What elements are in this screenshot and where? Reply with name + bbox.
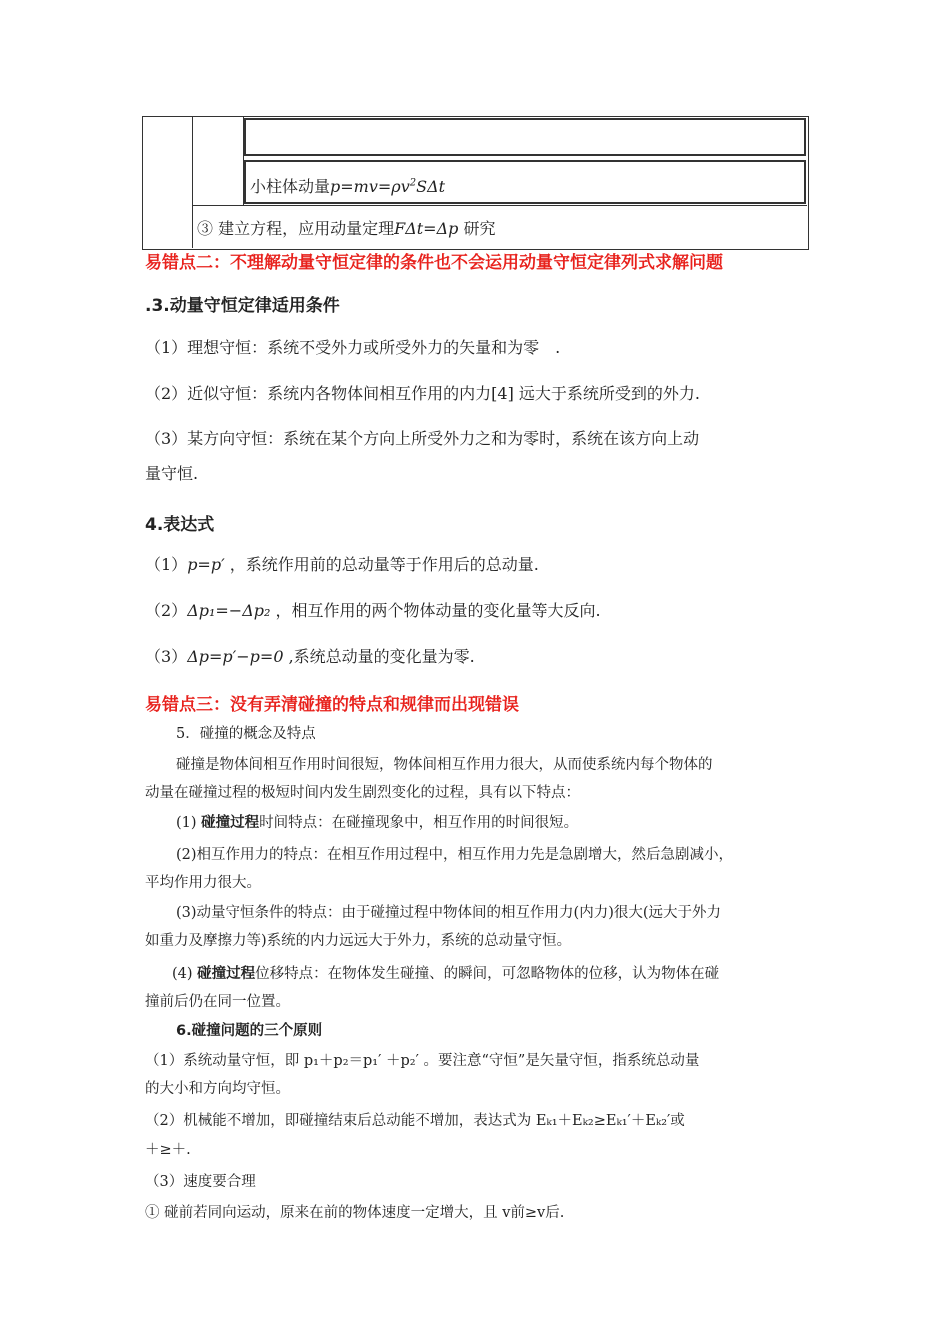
sec5-point-1-text: 时间特点：在碰撞现象中，相互作用的时间很短。 [259,815,579,831]
sec4-item-3-prefix: （3） [145,647,188,666]
sec5-point-3-line2: 如重力及摩擦力等)系统的内力远远大于外力，系统的总动量守恒。 [145,933,572,949]
sec5-intro-line2: 动量在碰撞过程的极短时间内发生剧烈变化的过程，具有以下特点： [145,785,580,801]
sec4-item-2-text: ，相互作用的两个物体动量的变化量等大反向. [270,601,601,620]
sec5-point-4-text: 位移特点：在物体发生碰撞、的瞬间，可忽略物体的位移，认为物体在碰 [255,966,720,982]
sec6-rule-2-line1: （2）机械能不增加，即碰撞结束后总动能不增加，表达式为 Eₖ₁＋Eₖ₂≥Eₖ₁′＋Eₖ₂′或 [145,1113,685,1129]
sec6-rule-1-line2: 的大小和方向均守恒。 [145,1081,290,1097]
formula-prefix: 小柱体动量 [250,177,331,196]
sec5-point-2-line2: 平均作用力很大。 [145,875,261,891]
sec6-rule-1-line1: （1）系统动量守恒，即 p₁＋p₂＝p₁′ ＋p₂′ 。要注意“守恒”是矢量守恒，指系统总动量 [145,1053,700,1069]
sec6-rule-3-a: ① 碰前若同向运动，原来在前的物体速度一定增大，且 v前≥v后. [145,1205,565,1221]
sec5-point-4-num: (4) [172,966,198,982]
sec6-rule-3: （3）速度要合理 [145,1174,256,1190]
sec4-item-2 [145,596,601,626]
sec5-point-3-line1: (3)动量守恒条件的特点：由于碰撞过程中物体间的相互作用力(内力)很大(远大于外力 [176,905,722,921]
sec3-item-2: （2）近似守恒：系统内各物体间相互作用的内力[4] 远大于系统所受到的外力. [145,384,701,403]
sec3-item-1: （1）理想守恒：系统不受外力或所受外力的矢量和为零 . [145,338,561,357]
sec3-heading: .3.动量守恒定律适用条件 [145,296,340,316]
sec5-point-1-num: (1) [176,815,202,831]
sec5-intro-line1: 碰撞是物体间相互作用时间很短，物体间相互作用力很大，从而使系统内每个物体的 [176,757,713,773]
table-col-1 [142,116,193,248]
sec4-item-1-text: ，系统作用前的总动量等于作用后的总动量. [224,555,539,574]
sec4-item-2-prefix: （2） [145,601,188,620]
table-col-2 [193,116,244,205]
table-cell-formula [244,160,806,204]
sec4-item-3-text: ,系统总动量的变化量为零. [283,647,475,666]
sec4-item-2-formula: Δp₁=−Δp₂ [187,601,271,620]
table-cell-empty [244,118,806,156]
step3-prefix: ③ 建立方程，应用动量定理 [197,219,395,238]
step3-suffix: 研究 [458,219,496,238]
sec3-item-3-line2: 量守恒. [145,464,199,483]
sec5-point-4-line1 [172,960,719,988]
momentum-formula: $p=mv=\rho v^2S\Delta t$ [330,177,446,196]
sec5-point-1 [176,809,578,837]
sec4-item-1 [145,550,539,580]
sec5-point-1-bold: 碰撞过程 [201,814,260,831]
sec4-item-1-formula: p=p′ [187,555,225,574]
error2-title: 易错点二：不理解动量守恒定律的条件也不会运用动量守恒定律列式求解问题 [145,253,723,273]
sec5-point-4-bold: 碰撞过程 [197,965,256,982]
sec3-item-3-line1: （3）某方向守恒：系统在某个方向上所受外力之和为零时，系统在该方向上动 [145,429,700,448]
sec5-point-2-line1: (2)相互作用力的特点：在相互作用过程中，相互作用力先是急剧增大，然后急剧减小， [176,847,734,863]
sec5-heading: 5．碰撞的概念及特点 [176,726,316,742]
sec4-item-3 [145,642,475,672]
sec4-item-3-formula: Δp=p′−p=0 [187,647,284,666]
sec5-point-4-line2: 撞前后仍在同一位置。 [145,994,290,1010]
table-cell-step3 [193,205,807,248]
step3-formula: FΔt=Δp [394,219,459,238]
sec4-item-1-prefix: （1） [145,555,188,574]
sec4-heading: 4.表达式 [145,515,215,535]
sec6-heading: 6.碰撞问题的三个原则 [176,1023,323,1039]
error3-title: 易错点三：没有弄清碰撞的特点和规律而出现错误 [145,695,519,715]
sec6-rule-2-line2: ＋≥＋. [145,1142,191,1158]
